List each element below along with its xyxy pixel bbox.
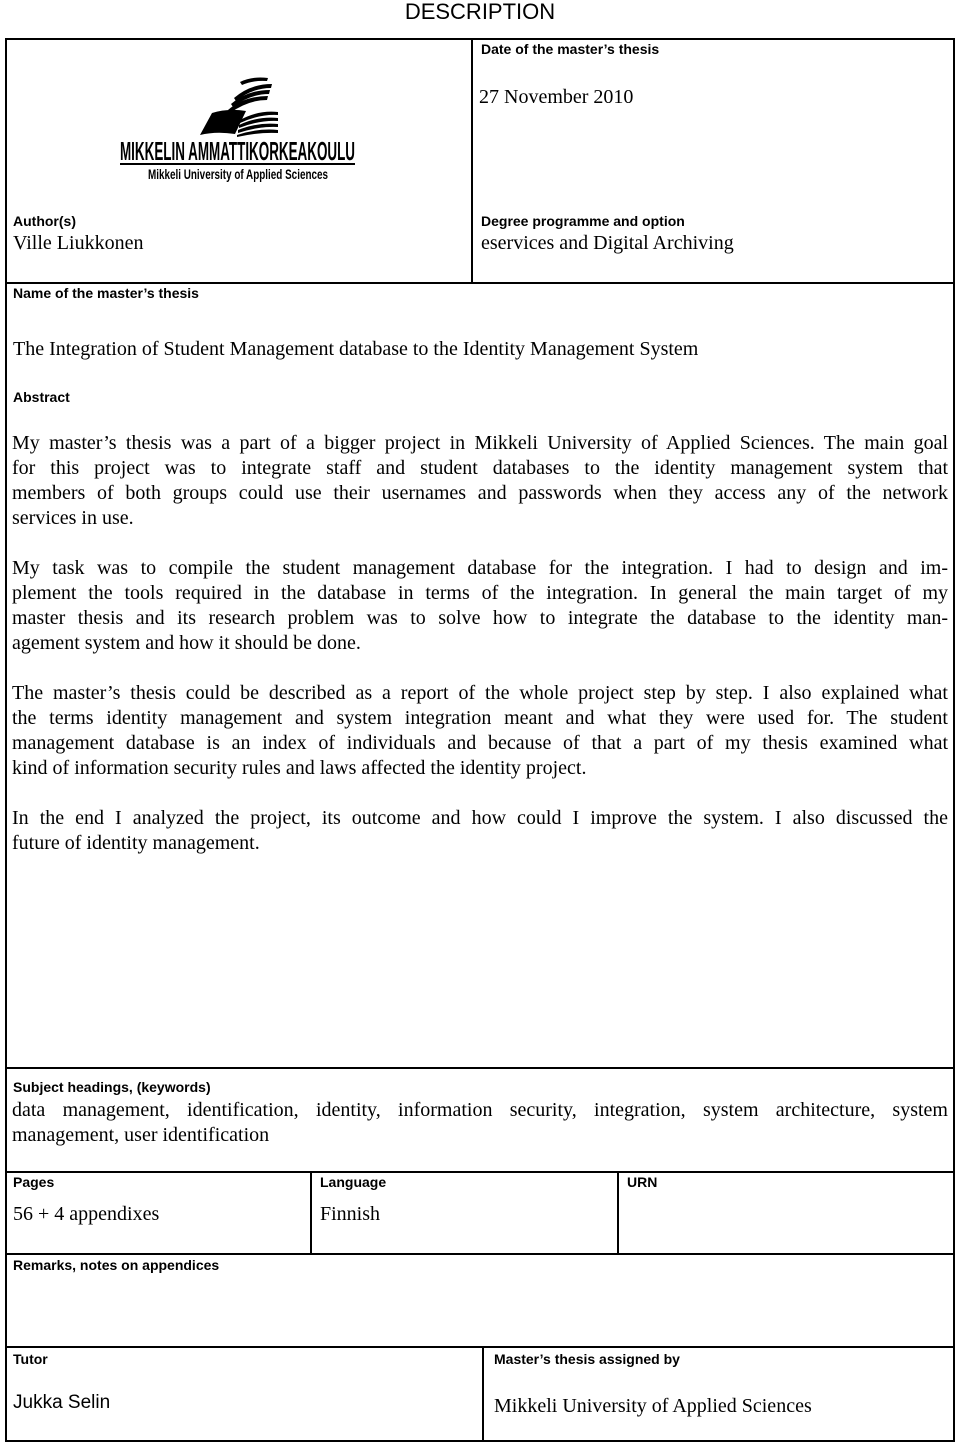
abstract-line: future of identity management.: [12, 832, 260, 854]
abstract-paragraph: [12, 806, 948, 856]
logo-name: MIKKELIN AMMATTIKORKEAKOULU: [120, 136, 355, 166]
degree-value: eservices and Digital Archiving: [481, 232, 734, 254]
keywords-line: data management, identification, identity, information security, integration, system architecture, system: [12, 1099, 948, 1121]
pages-label: Pages: [13, 1174, 55, 1190]
date-value: 27 November 2010: [479, 86, 634, 108]
logo-subtitle: Mikkeli University of Applied Sciences: [148, 166, 329, 182]
author-value: Ville Liukkonen: [13, 232, 144, 254]
abstract-paragraph: [12, 556, 948, 656]
abstract-line: My task was to compile the student management database for the integration. I had to design and im-: [12, 557, 948, 579]
row-divider: [5, 1067, 955, 1069]
language-value: Finnish: [320, 1203, 381, 1225]
thesis-name-label: Name of the master’s thesis: [13, 285, 199, 301]
keywords-line: management, user identification: [12, 1124, 270, 1146]
abstract-line: In the end I analyzed the project, its outcome and how could I improve the system. I also discussed the: [12, 807, 948, 829]
abstract-line: management database is an index of individuals and because of that a part of my thesis examined what: [12, 732, 948, 754]
degree-label: Degree programme and option: [481, 213, 685, 229]
abstract-line: master thesis and its research problem was to solve how to integrate the database to the identity man-: [12, 607, 948, 629]
abstract-line: for this project was to integrate staff and student databases to the identity management system that: [12, 457, 948, 479]
assigned-by-label: Master’s thesis assigned by: [494, 1351, 680, 1367]
tutor-value: Jukka Selin: [13, 1392, 111, 1413]
column-divider: [482, 1346, 484, 1442]
abstract-body: [12, 431, 948, 881]
abstract-line: services in use.: [12, 507, 134, 529]
abstract-line: members of both groups could use their usernames and passwords when they access any of the network: [12, 482, 948, 504]
keywords-body: [12, 1098, 948, 1148]
urn-label: URN: [627, 1174, 658, 1190]
mamk-logo-icon: [200, 78, 278, 138]
abstract-line: the terms identity management and system integration meant and what they were used for. The student: [12, 707, 948, 729]
row-divider: [5, 1253, 955, 1255]
column-divider: [471, 38, 473, 283]
column-divider: [617, 1171, 619, 1254]
abstract-line: kind of information security rules and laws affected the identity project.: [12, 757, 587, 779]
page-title: DESCRIPTION: [404, 0, 556, 24]
abstract-line: The master’s thesis could be described as a report of the whole project step by step. I also explained what: [12, 682, 948, 704]
row-divider: [5, 1171, 955, 1173]
abstract-line: plement the tools required in the database in terms of the integration. In general the main target of my: [12, 582, 948, 604]
author-label: Author(s): [13, 213, 76, 229]
abstract-line: My master’s thesis was a part of a bigger project in Mikkeli University of Applied Sciences. The main goal: [12, 432, 948, 454]
column-divider: [310, 1171, 312, 1254]
pages-value: 56 + 4 appendixes: [13, 1203, 160, 1225]
logo-icon-stripe: [240, 78, 268, 86]
remarks-label: Remarks, notes on appendices: [13, 1257, 220, 1273]
abstract-paragraph: [12, 431, 948, 531]
thesis-title: The Integration of Student Management database to the Identity Management System: [13, 338, 699, 360]
tutor-label: Tutor: [13, 1351, 48, 1367]
abstract-line: agement system and how it should be done.: [12, 632, 361, 654]
abstract-paragraph: [12, 681, 948, 781]
keywords-label: Subject headings, (keywords): [13, 1079, 211, 1095]
row-divider: [5, 1346, 955, 1348]
language-label: Language: [320, 1174, 387, 1190]
abstract-label: Abstract: [13, 389, 70, 405]
assigned-by-value: Mikkeli University of Applied Sciences: [494, 1395, 812, 1417]
date-label: Date of the master’s thesis: [481, 41, 660, 57]
university-logo: [112, 74, 362, 184]
